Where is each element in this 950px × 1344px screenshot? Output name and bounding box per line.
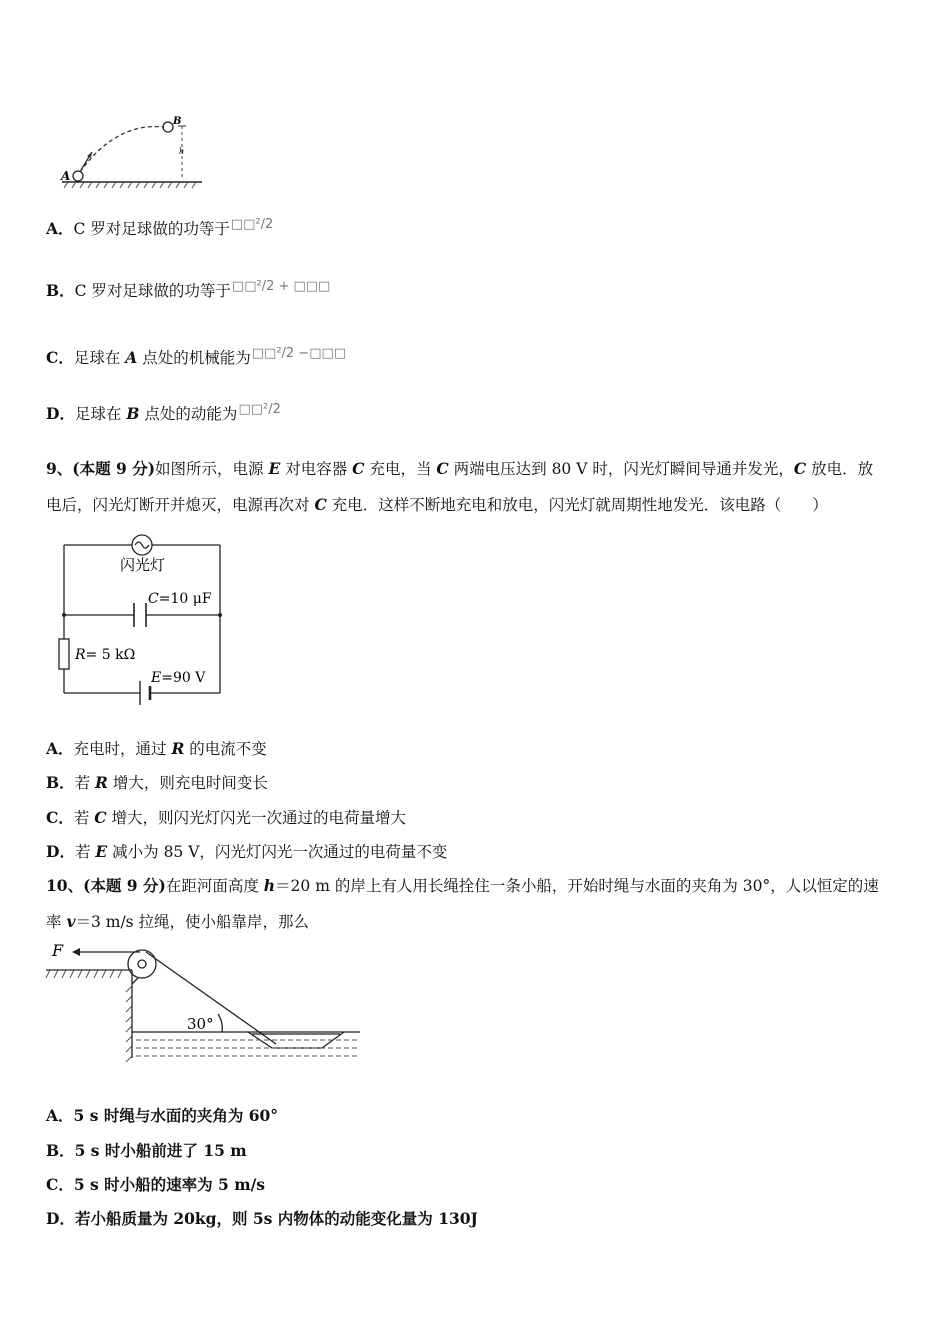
q9-option-b[interactable]: B．若 R 增大，则充电时间变长 [46,773,268,792]
boat-figure [40,938,364,1062]
formula-placeholder: □□²/2 −□□□ [251,346,347,361]
q10-option-a[interactable]: A．5 s 时绳与水面的夹角为 60° [46,1106,279,1125]
circuit-figure [56,533,228,709]
capacitor-label: C=10 μF [148,591,212,607]
projectile-figure [56,112,206,190]
height-label: h [179,147,185,156]
q9-option-c[interactable]: C．若 C 增大，则闪光灯闪光一次通过的电荷量增大 [46,808,407,827]
q8-option-a[interactable]: A．C 罗对足球做的功等于$^{□□^2/2}$ [46,217,274,238]
q10-option-b[interactable]: B．5 s 时小船前进了 15 m [46,1141,247,1160]
resistor-label: R= 5 kΩ [75,647,136,663]
force-label: F [52,941,64,960]
q10-option-d[interactable]: D．若小船质量为 20kg，则 5s 内物体的动能变化量为 130J [46,1209,478,1228]
q9-option-d[interactable]: D．若 E 减小为 85 V，闪光灯闪光一次通过的电荷量不变 [46,842,448,861]
point-b-label: B [173,116,182,127]
q9-option-a[interactable]: A．充电时，通过 R 的电流不变 [46,739,267,758]
q10-option-c[interactable]: C．5 s 时小船的速率为 5 m/s [46,1175,266,1194]
formula-placeholder: □□²/2 + □□□ [231,279,331,294]
point-a-label: A [61,169,71,183]
formula-placeholder: □□²/2 [238,402,281,417]
battery-label: E=90 V [151,670,206,686]
lamp-label: 闪光灯 [120,556,166,574]
q9-stem: 9、(本题 9 分)如图所示，电源 E 对电容器 C 充电，当 C 两端电压达到 80 V 时，闪光灯瞬间导通并发光，C 放电．放 电后，闪光灯断开并熄灭，电源再次对 C 充电．这样不断地充电和放电，闪光灯就周期性地发光．该电路（ ） [46,459,874,514]
q10-stem: 10、(本题 9 分)在距河面高度 h＝20 m 的岸上有人用长绳拴住一条小船，开始时绳与水面的夹角为 30°，人以恒定的速 率 v＝3 m/s 拉绳，使小船靠岸，那么 [46,876,879,931]
formula-placeholder: □□²/2 [230,217,274,232]
q8-option-b[interactable]: B．C 罗对足球做的功等于$^{□□^2/2 + □□□}$ [46,279,331,300]
angle-label: 30° [187,1015,214,1033]
q8-option-d[interactable]: D．足球在 B 点处的动能为$^{□□^2/2}$ [46,402,281,423]
q8-option-c[interactable]: C．足球在 A 点处的机械能为$^{□□^2/2 -□□□}$ [46,346,347,367]
